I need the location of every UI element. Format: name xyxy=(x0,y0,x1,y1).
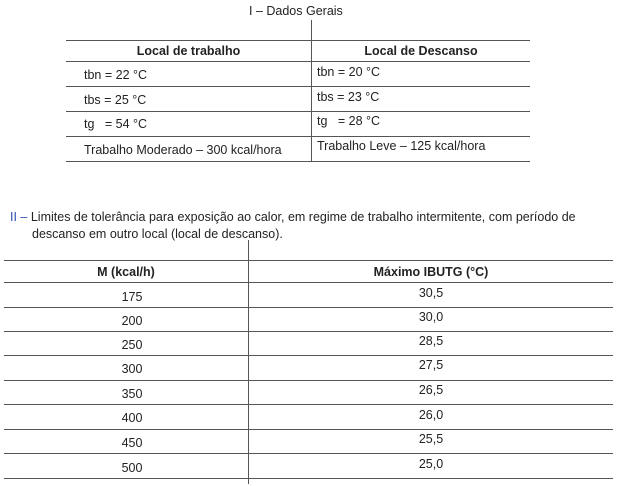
m-value: 175 xyxy=(121,290,143,304)
section2-rule xyxy=(4,355,613,356)
section2-title xyxy=(10,209,615,243)
section1-bottom-rule xyxy=(66,161,530,162)
m-value: 300 xyxy=(121,362,143,376)
section1-header-rest: Local de Descanso xyxy=(364,44,478,58)
section2-title-line1: Limites de tolerância para exposição ao calor, em regime de trabalho intermitente, com período de xyxy=(30,210,576,224)
section2-header-ibutg: Máximo IBUTG (°C) xyxy=(373,265,489,279)
ibutg-value: 30,0 xyxy=(418,310,444,324)
section2-rule xyxy=(4,429,613,430)
ibutg-value: 25,5 xyxy=(418,432,444,446)
section2-roman: II – xyxy=(10,210,28,224)
section1-row-tg-work: tg = 54 °C xyxy=(84,117,148,131)
section1-row-activity-work: Trabalho Moderado – 300 kcal/hora xyxy=(84,143,282,157)
section1-row-activity-rest: Trabalho Leve – 125 kcal/hora xyxy=(317,139,486,153)
ibutg-value: 28,5 xyxy=(418,334,444,348)
section1-row-tbn-work: tbn = 22 °C xyxy=(84,68,148,82)
section2-rule xyxy=(4,307,613,308)
m-value: 450 xyxy=(121,436,143,450)
section2-rule xyxy=(4,331,613,332)
m-value: 200 xyxy=(121,314,143,328)
section1-divider xyxy=(311,20,312,161)
section1-header-work: Local de trabalho xyxy=(136,44,241,58)
section2-bottom-rule xyxy=(4,478,613,479)
section1-rule xyxy=(66,136,530,137)
m-value: 400 xyxy=(121,411,143,425)
section1-header-rule xyxy=(66,61,530,62)
ibutg-value: 27,5 xyxy=(418,358,444,372)
ibutg-value: 25,0 xyxy=(418,457,444,471)
m-value: 500 xyxy=(121,461,143,475)
section1-row-tg-rest: tg = 28 °C xyxy=(317,114,381,128)
section1-row-tbs-work: tbs = 25 °C xyxy=(84,93,147,107)
m-value: 350 xyxy=(121,387,143,401)
section1-top-rule xyxy=(66,40,530,41)
section2-rule xyxy=(4,380,613,381)
ibutg-value: 26,5 xyxy=(418,383,444,397)
section2-title-line2: descanso em outro local (local de descanso). xyxy=(32,227,283,241)
m-value: 250 xyxy=(121,338,143,352)
section2-header-m: M (kcal/h) xyxy=(97,265,155,279)
section2-top-rule xyxy=(4,260,613,261)
ibutg-value: 30,5 xyxy=(418,286,444,300)
section1-title: I – Dados Gerais xyxy=(249,4,343,18)
ibutg-value: 26,0 xyxy=(418,408,444,422)
section1-row-tbn-rest: tbn = 20 °C xyxy=(317,65,381,79)
section1-rule xyxy=(66,111,530,112)
section2-header-rule xyxy=(4,282,613,283)
section1-row-tbs-rest: tbs = 23 °C xyxy=(317,90,380,104)
section1-rule xyxy=(66,86,530,87)
section2-rule xyxy=(4,453,613,454)
section2-rule xyxy=(4,404,613,405)
